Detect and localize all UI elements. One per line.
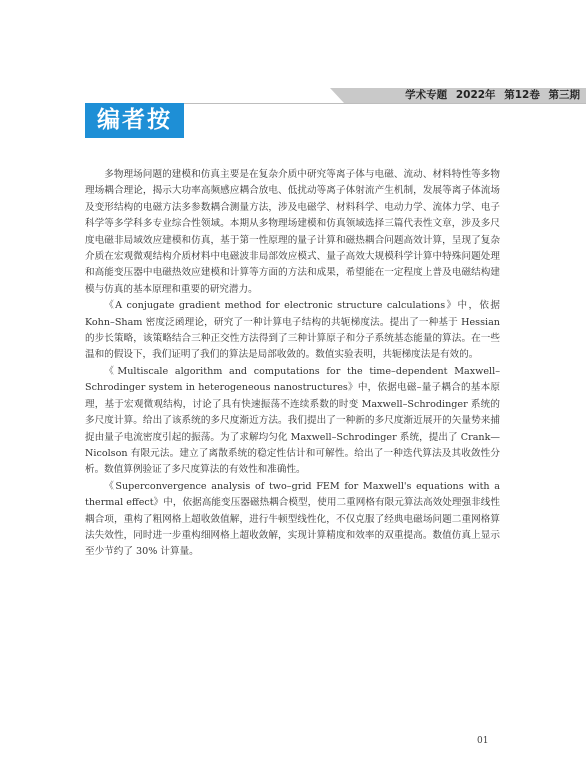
page-title: 编者按	[97, 107, 172, 133]
header-journal: 学术专题	[405, 89, 448, 101]
header-volume: 第12卷	[504, 89, 540, 101]
title-banner	[85, 103, 184, 138]
paragraph-article-2: 《Multiscale algorithm and computations for the time–dependent Maxwell–Schrodinger system in heterogeneous nanostructures》中，依据电磁–量子耦合的基本原理，基于宏观微观结构，讨论了具有快速振荡不连续系数的时变 Maxwell–Schrodinger 系统的多尺度计算。给出了该系统的多尺度渐近方法。我们提出了一种新的多尺度渐近展开的矢量势来捕捉由量子电流密度引起的振荡。为了求解均匀化 Maxwell–Schrodinger 系统，提出了 Crank—Nicolson 有限元法。建立了离散系统的稳定性估计和可解性。给出了一种迭代算法及其收敛性分析。数值算例验证了多尺度算法的有效性和准确性。	[85, 365, 500, 476]
editorial-body	[85, 167, 500, 561]
paragraph-intro: 多物理场问题的建模和仿真主要是在复杂介质中研究等离子体与电磁、流动、材料特性等多物理场耦合理论，揭示大功率高频感应耦合放电、低扰动等离子体射流产生机制，发展等离子体流场及变形结构的电磁方法多参数耦合测量方法，涉及电磁学、材料科学、电动力学、流体力学、电子科学等多学科多专业综合性领域。本期从多物理场建模和仿真领域选择三篇代表性文章，涉及多尺度电磁非局域效应建模和仿真，基于第一性原理的量子计算和磁热耦合问题高效计算，呈现了复杂介质在宏观微观结构介质材料中电磁波非局部效应模式、量子高效大规模科学计算中特殊问题处理和高能变压器中电磁热效应建模和计算等方面的方法和成果，希望能在一定程度上普及电磁结构建模与仿真的基本原理和重要的研究潜力。	[85, 169, 500, 295]
header-year: 2022年	[455, 89, 496, 101]
page-number: 01	[477, 736, 489, 746]
header-issue: 第三期	[548, 89, 580, 101]
paragraph-article-1: 《A conjugate gradient method for electronic structure calculations》中，依据 Kohn–Sham 密度泛函理论，研究了一种计算电子结构的共轭梯度法。提出了一种基于 Hessian 的步长策略，该策略结合三种正交性方法得到了三种计算原子和分子系统基态能量的算法。在一些温和的假设下，我们证明了我们的算法是局部收敛的。数值实验表明，共轭梯度法是有效的。	[85, 300, 500, 361]
paragraph-article-3: 《Superconvergence analysis of two–grid FEM for Maxwell's equations with a thermal effect》中，依据高能变压器磁热耦合模型，使用二重网格有限元算法高效处理强非线性耦合项，重构了粗网格上超收敛值解，进行牛顿型线性化，不仅克服了经典电磁场问题二重网格算法失效性，同时进一步重构细网格上超收敛解，实现计算精度和效率的双重提高。数值仿真上显示至少节约了 30% 计算量。	[85, 480, 500, 558]
running-header	[352, 88, 580, 103]
